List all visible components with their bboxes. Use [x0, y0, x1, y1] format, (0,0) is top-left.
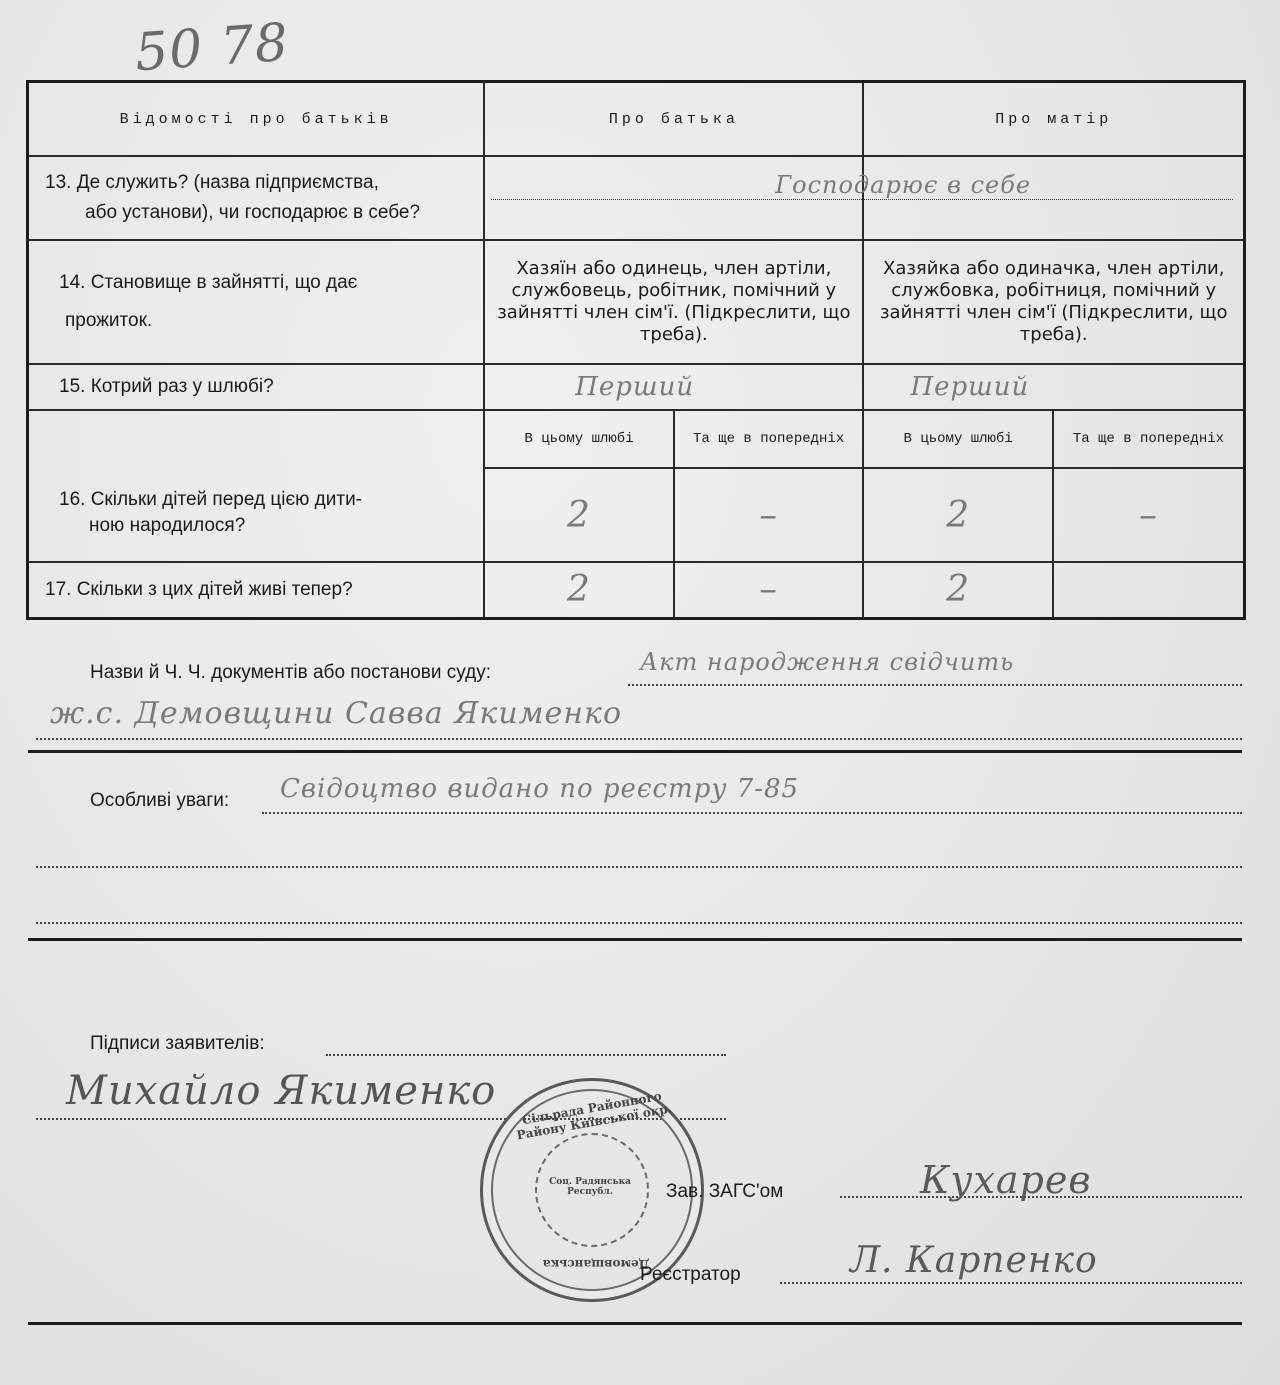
- value-17-father-this: 2: [484, 562, 674, 618]
- documents-handwritten-2: ж.с. Демовщини Савва Якименко: [50, 696, 623, 731]
- documents-handwritten-1: Акт народження свідчить: [640, 648, 1015, 676]
- documents-line-2: [36, 738, 1242, 740]
- subheader-father-this-marriage: В цьому шлюбі: [484, 410, 674, 468]
- applicants-line-1: [326, 1054, 726, 1056]
- bottom-divider: [28, 1322, 1242, 1325]
- question-15: 15. Котрий раз у шлюбі?: [28, 364, 485, 410]
- value-16-father-this: 2: [484, 468, 674, 562]
- value-16-father-prev: –: [674, 468, 864, 562]
- header-father: Про батька: [484, 82, 863, 157]
- value-17-mother-prev: [1053, 562, 1245, 618]
- father-occupation-options: Хазяїн або одинець, член артіли, службовець, робітник, помічний у зайнятті член сім'ї. (Підкреслити, що треба).: [484, 240, 863, 364]
- mother-answer-13: [863, 156, 1244, 240]
- table-row-14: [28, 240, 1245, 364]
- value-17-father-prev: –: [674, 562, 864, 618]
- question-14: 14. Становище в зайнятті, що дає прожиток.: [28, 240, 485, 364]
- table-header-row: [28, 82, 1245, 157]
- father-answer-13: [484, 156, 1032, 240]
- subheader-father-previous: Та ще в попередніх: [674, 410, 864, 468]
- table-row-13: [28, 156, 1245, 240]
- mother-marriage-count: Перший: [863, 364, 1244, 410]
- documents-label: Назви й Ч. Ч. документів або постанови суду:: [90, 662, 491, 683]
- applicants-signatures-label: Підписи заявителів:: [90, 1033, 265, 1054]
- value-16-mother-this: 2: [863, 468, 1052, 562]
- official-stamp: Сільрада Районного Району Київської окр. Демовщанська Соц. Радянська Республ.: [480, 1078, 704, 1302]
- registrar-line: [780, 1282, 1242, 1284]
- documents-line-1: [628, 684, 1242, 686]
- question-17: 17. Скільки з цих дітей живі тепер?: [28, 562, 485, 618]
- value-17-mother-this: 2: [863, 562, 1052, 618]
- question-16: 16. Скільки дітей перед цією дити- ною народилося?: [28, 410, 485, 562]
- subheader-mother-this-marriage: В цьому шлюбі: [863, 410, 1052, 468]
- table-row-15: [28, 364, 1245, 410]
- table-row-17: [28, 562, 1245, 618]
- header-parents-info: Відомості про батьків: [28, 82, 485, 157]
- section-divider-2: [28, 938, 1242, 941]
- notes-handwritten-1: Свідоцтво видано по реєстру 7-85: [280, 774, 800, 804]
- notes-line-3: [36, 922, 1242, 924]
- registrar-signature: Л. Карпенко: [850, 1240, 1098, 1281]
- page-number: 50 78: [133, 12, 291, 84]
- children-subheader-row: [28, 410, 1245, 468]
- value-16-mother-prev: –: [1053, 468, 1245, 562]
- section-divider-1: [28, 750, 1242, 753]
- header-mother: Про матір: [863, 82, 1244, 157]
- subheader-mother-previous: Та ще в попередніх: [1053, 410, 1245, 468]
- notes-label: Особливі уваги:: [90, 790, 230, 811]
- handwritten-answer-13: Господарює в себе: [775, 171, 1032, 199]
- notes-line-1: [262, 812, 1242, 814]
- zags-head-signature: Кухарев: [920, 1158, 1092, 1202]
- registrar-label: Реєстратор: [640, 1264, 741, 1285]
- zags-head-label: Зав. ЗАГС'ом: [666, 1181, 784, 1202]
- notes-line-2: [36, 866, 1242, 868]
- applicant-signature: Михайло Якименко: [66, 1068, 497, 1114]
- father-marriage-count: Перший: [484, 364, 863, 410]
- question-13: 13. Де служить? (назва підприємства, або установи), чи господарює в себе?: [28, 156, 485, 240]
- parents-info-table: [26, 80, 1246, 620]
- mother-occupation-options: Хазяйка або одиначка, член артіли, службовка, робітниця, помічний у зайнятті член сім'ї (Підкреслити, що треба).: [863, 240, 1244, 364]
